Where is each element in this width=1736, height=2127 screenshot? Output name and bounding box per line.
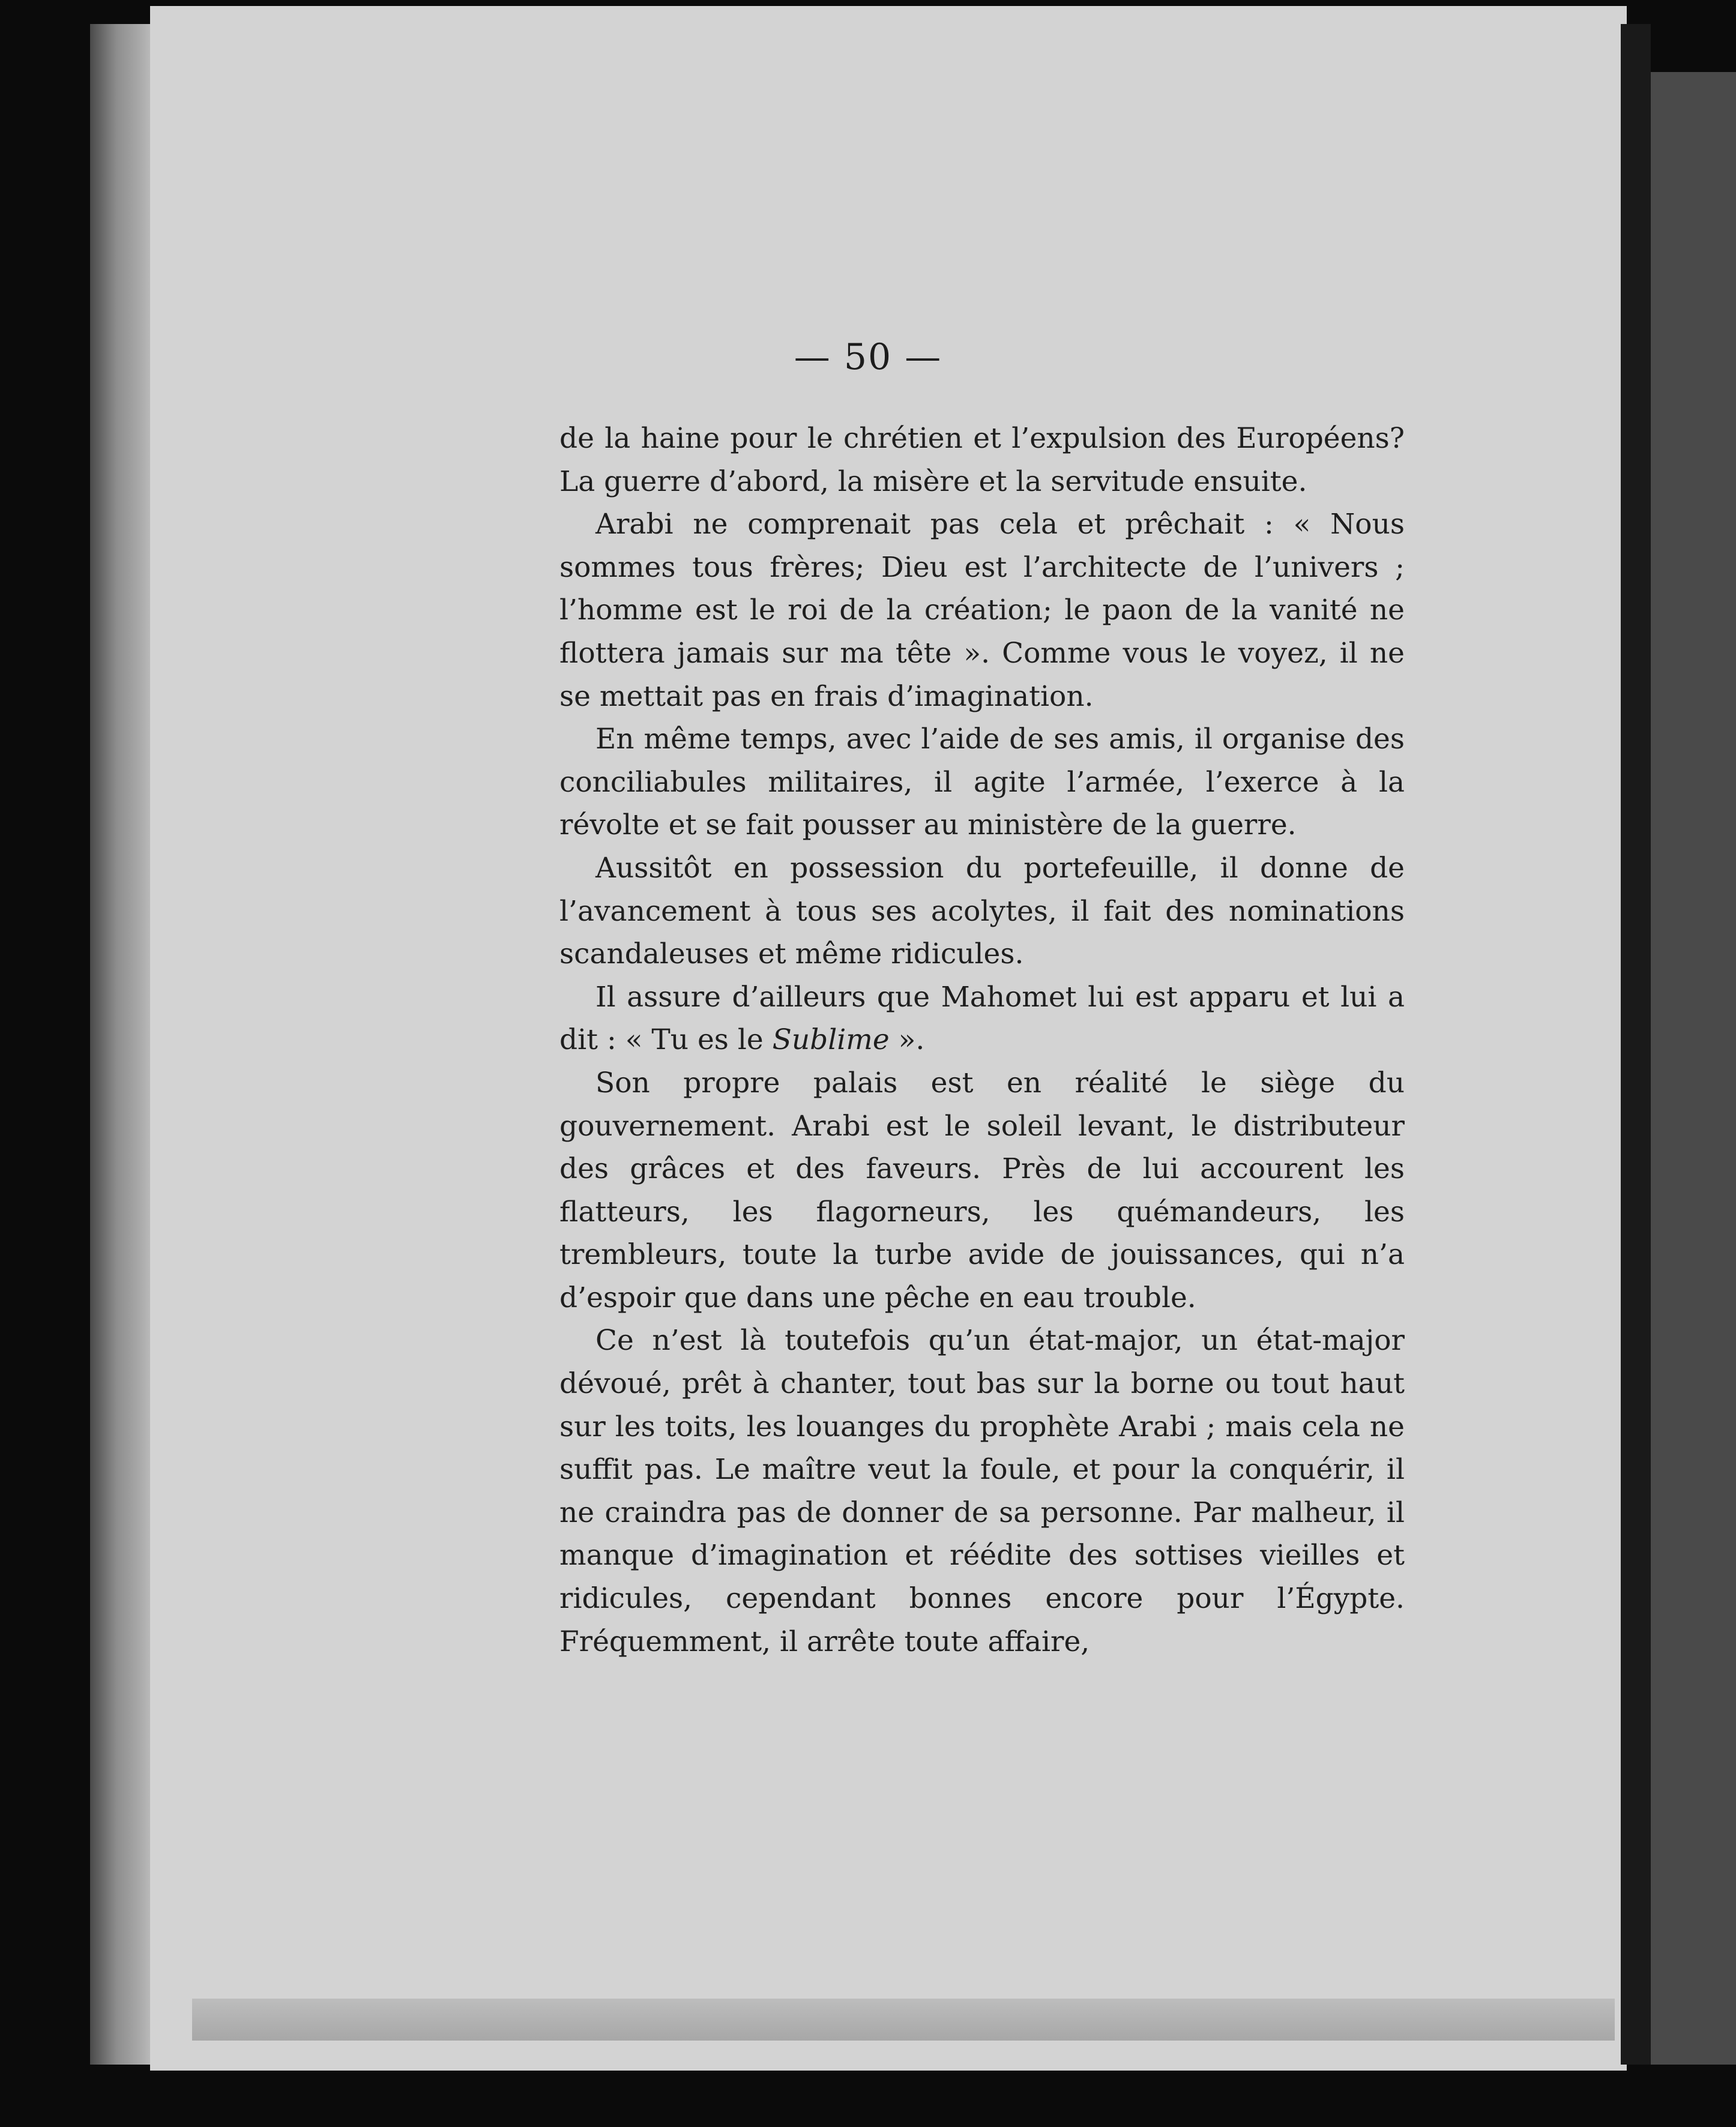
text-run: ».: [889, 1023, 925, 1057]
paragraph: Aussitôt en possession du portefeuille, il donne de l’avancement à tous ses acolytes, il fait des nominations scandaleuses et même ridicules.: [559, 851, 1405, 971]
text-run: Il assure d’ailleurs que Mahomet lui est apparu et lui a dit : « Tu es le: [559, 980, 1405, 1057]
body-text: [559, 417, 1405, 1663]
page-bottom-shadow: [192, 1999, 1615, 2041]
book-gutter: [1621, 24, 1651, 2065]
paragraph: Ce n’est là toutefois qu’un état-major, un état-major dévoué, prêt à chanter, tout bas sur la borne ou tout haut sur les toits, les louanges du prophète Arabi ; mais cela ne suffit pas. Le maître veut la foule, et pour la conquérir, il ne craindra pas de donner de sa personne. Par malheur, il manque d’imagination et réédite des sottises vieilles et ridicules, cependant bonnes encore pour l’Égypte. Fréquemment, il arrête toute affaire,: [559, 1324, 1405, 1658]
paragraph: Arabi ne comprenait pas cela et prêchait : « Nous sommes tous frères; Dieu est l’architecte de l’univers ; l’homme est le roi de la création; le paon de la vanité ne flottera jamais sur ma tête ». Comme vous le voyez, il ne se mettait pas en frais d’imagination.: [559, 508, 1405, 713]
book-left-edge: [90, 24, 156, 2065]
paragraph-mahomet: [559, 976, 1405, 1062]
emphasis-sublime: Sublime: [772, 1023, 890, 1057]
page-number: — 50 —: [794, 336, 942, 378]
paragraph: Son propre palais est en réalité le siège du gouvernement. Arabi est le soleil levant, le distributeur des grâces et des faveurs. Près de lui accourent les flatteurs, les flagorneurs, les quémandeurs, les trembleurs, toute la turbe avide de jouissances, qui n’a d’espoir que dans une pêche en eau trouble.: [559, 1066, 1405, 1314]
paragraph: de la haine pour le chrétien et l’expulsion des Européens? La guerre d’abord, la misère et la servitude ensuite.: [559, 422, 1405, 498]
paragraph: En même temps, avec l’aide de ses amis, il organise des conciliabules militaires, il agite l’armée, l’exerce à la révolte et se fait pousser au ministère de la guerre.: [559, 723, 1405, 842]
